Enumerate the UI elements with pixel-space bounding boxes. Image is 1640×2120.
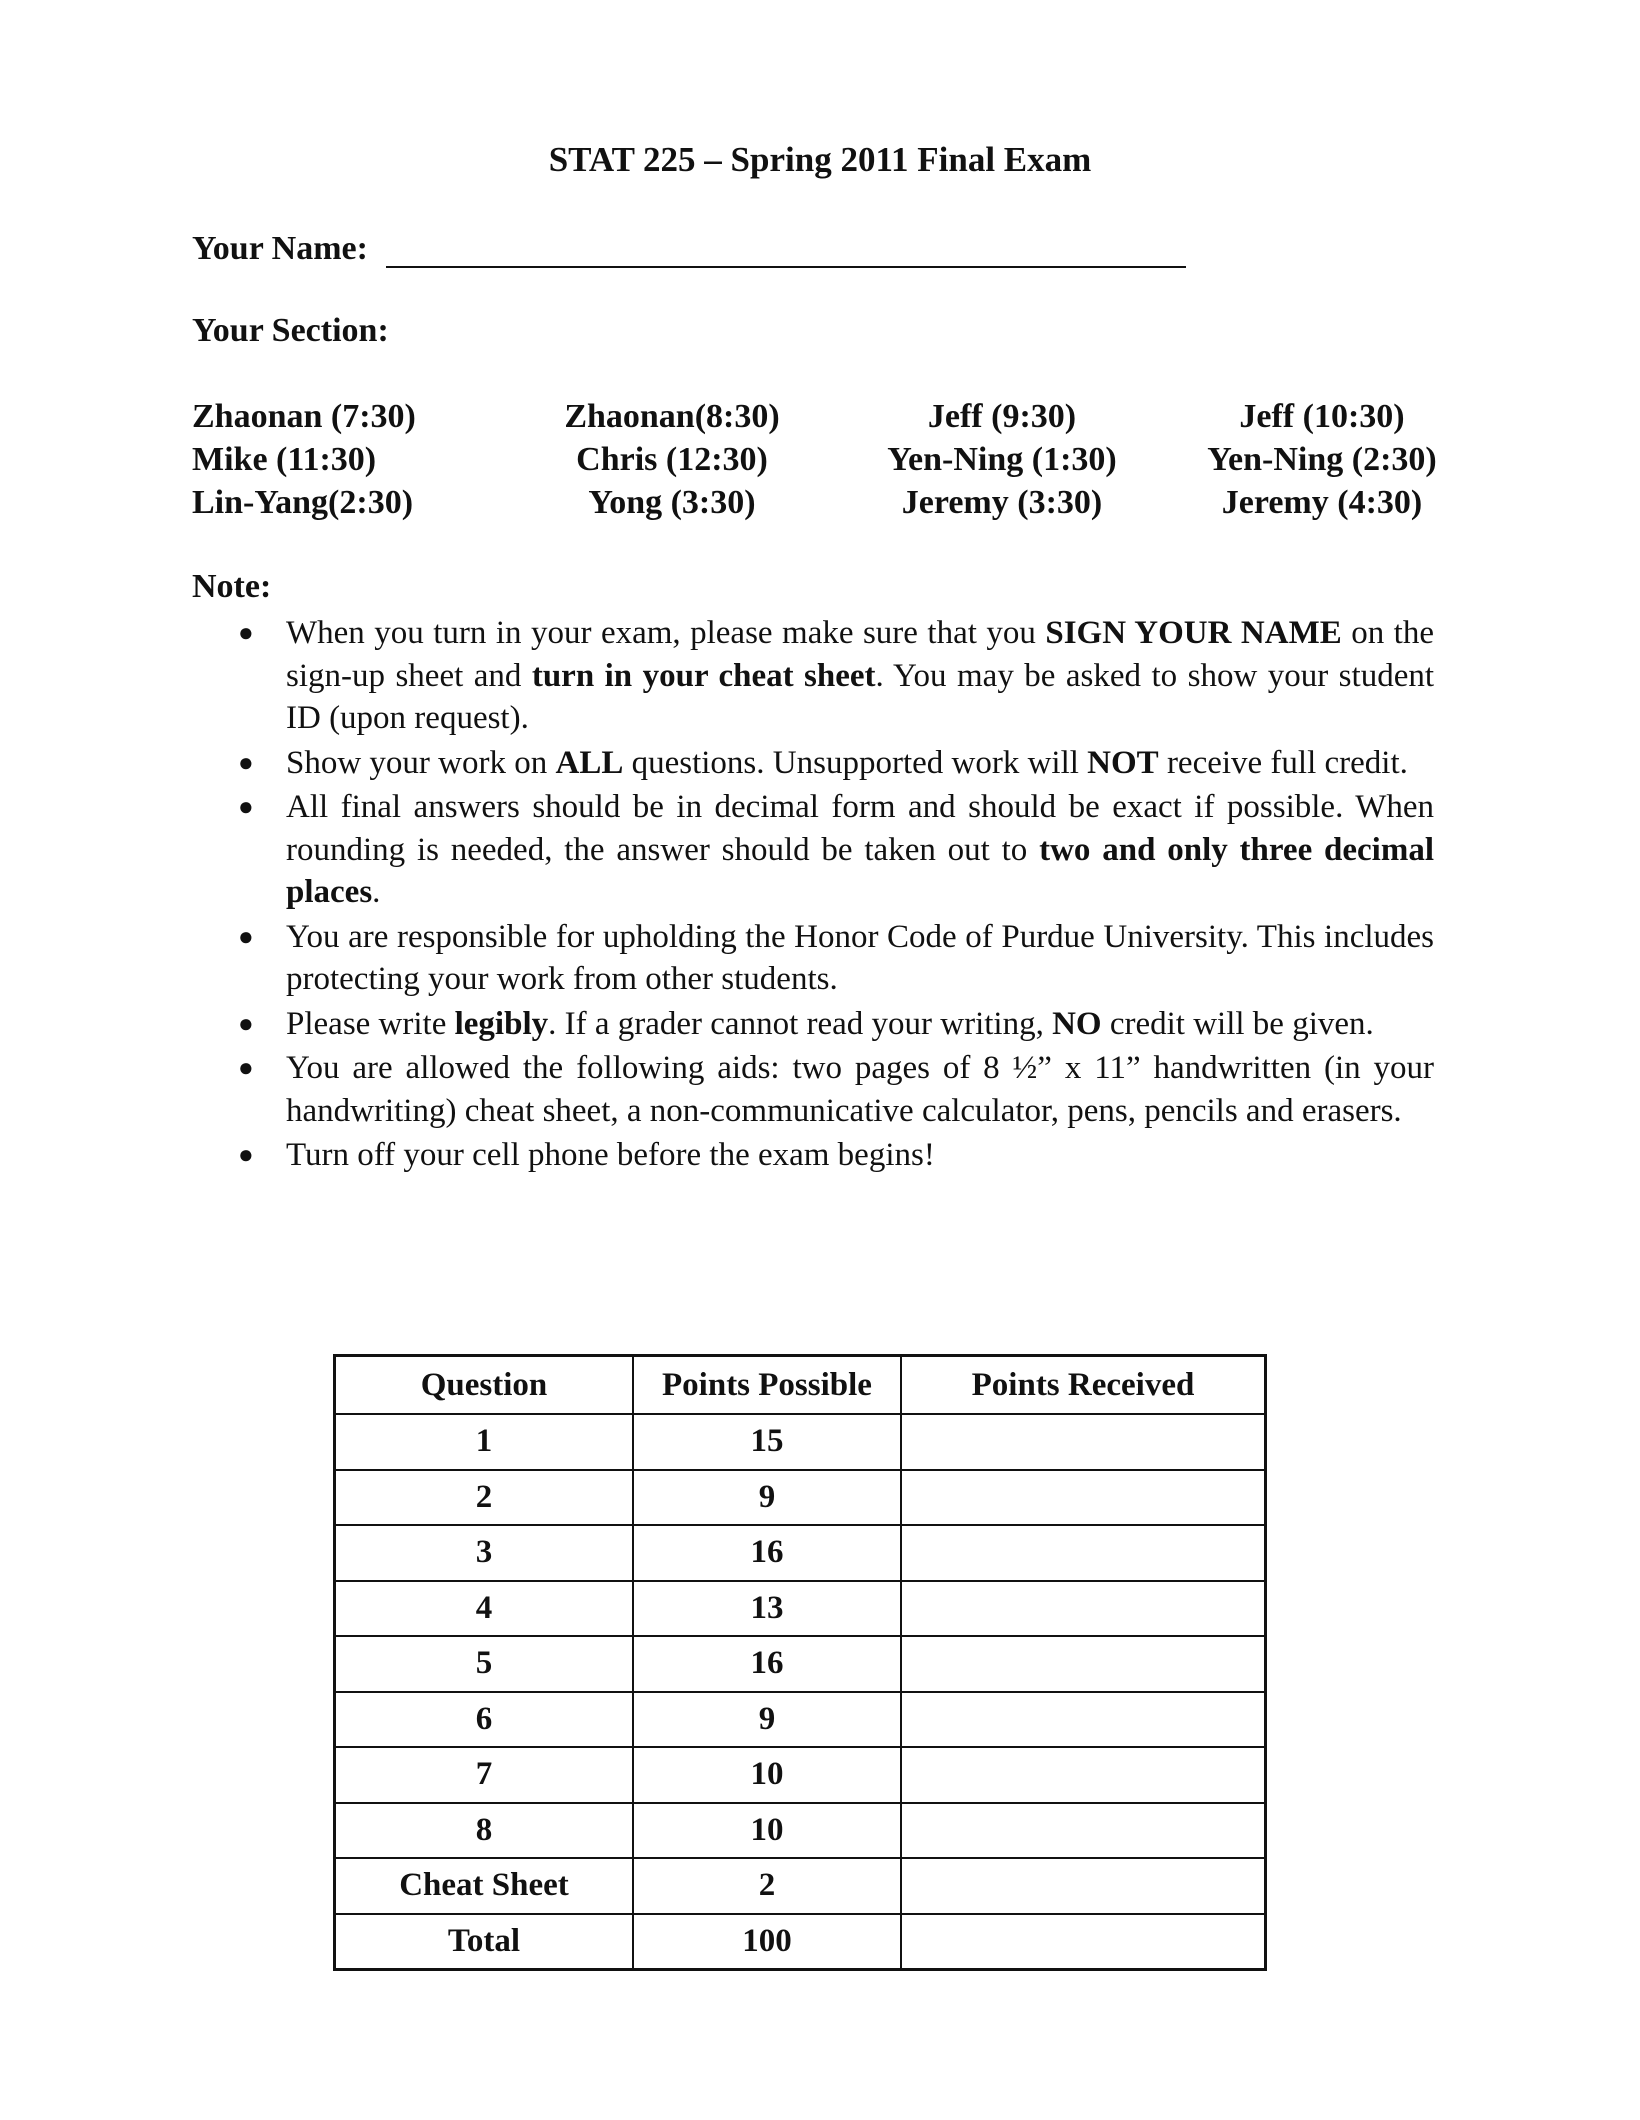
points-possible-cell: 13 [633, 1581, 901, 1637]
header-points-possible: Points Possible [633, 1356, 901, 1415]
question-cell: 6 [335, 1692, 634, 1748]
name-field-row [192, 226, 1186, 268]
note-item [232, 612, 1434, 740]
bullet-icon: ● [238, 1140, 254, 1169]
note-emphasis: NO [1052, 1005, 1102, 1042]
note-text: Please write [286, 1005, 455, 1042]
note-text: . [372, 874, 381, 910]
note-text: credit will be given. [1101, 1005, 1374, 1042]
bullet-icon: ● [238, 1053, 254, 1082]
points-received-cell[interactable] [901, 1692, 1266, 1748]
section-label: Your Section: [192, 312, 389, 349]
section-row [192, 441, 1436, 484]
note-item [232, 1047, 1434, 1132]
section-option: Lin-Yang(2:30) [192, 484, 414, 521]
note-text: on the sign-up sheet and [286, 615, 1434, 694]
note-item [232, 786, 1434, 914]
section-option: Mike (11:30) [192, 441, 377, 478]
question-cell: 8 [335, 1803, 634, 1859]
score-table-row [335, 1803, 1266, 1859]
bullet-icon: ● [238, 747, 254, 777]
note-emphasis: SIGN YOUR NAME [1045, 615, 1342, 651]
note-text: questions. Unsupported work will [623, 744, 1088, 781]
points-received-cell[interactable] [901, 1636, 1266, 1692]
points-possible-cell: 16 [633, 1636, 901, 1692]
points-possible-cell: 16 [633, 1525, 901, 1581]
section-option: Jeremy (3:30) [901, 484, 1103, 521]
name-label: Your Name: [192, 230, 368, 267]
points-received-cell[interactable] [901, 1581, 1266, 1637]
section-option: Jeff (9:30) [927, 398, 1077, 435]
question-cell: 5 [335, 1636, 634, 1692]
note-text: All final answers should be in decimal form and should be exact if possible. When rounding is needed, the answer should be taken out to [286, 789, 1434, 868]
note-item [232, 1003, 1434, 1046]
note-emphasis: two and only three decimal places [286, 831, 1434, 910]
note-item [232, 916, 1434, 1001]
points-possible-cell: 15 [633, 1414, 901, 1470]
header-question: Question [335, 1356, 634, 1415]
bullet-icon: ● [238, 792, 254, 821]
score-table-row [335, 1525, 1266, 1581]
points-possible-cell: 10 [633, 1803, 901, 1859]
bullet-icon: ● [238, 618, 254, 647]
note-text: When you turn in your exam, please make sure that you [286, 615, 1046, 651]
section-option: Zhaonan(8:30) [564, 398, 780, 435]
section-option: Jeff (10:30) [1239, 398, 1405, 435]
score-table-row [335, 1914, 1266, 1970]
question-cell: 1 [335, 1414, 634, 1470]
question-cell: Cheat Sheet [335, 1858, 634, 1914]
section-option: Yen-Ning (1:30) [887, 441, 1117, 478]
section-list [192, 398, 1436, 527]
note-emphasis: NOT [1087, 744, 1159, 781]
name-blank-line[interactable] [386, 226, 1186, 268]
note-emphasis: turn in your cheat sheet [531, 657, 876, 694]
section-row [192, 484, 1436, 527]
points-possible-cell: 2 [633, 1858, 901, 1914]
points-received-cell[interactable] [901, 1470, 1266, 1526]
question-cell: 3 [335, 1525, 634, 1581]
exam-title: STAT 225 – Spring 2011 Final Exam [548, 140, 1092, 179]
note-text: You are allowed the following aids: two pages of 8 ½” x 11” handwritten (in your handwriting) cheat sheet, a non-communicative calculator, pens, pencils and erasers. [286, 1050, 1434, 1129]
points-received-cell[interactable] [901, 1414, 1266, 1470]
points-received-cell[interactable] [901, 1914, 1266, 1970]
note-list [232, 612, 1434, 1179]
section-row [192, 398, 1436, 441]
question-cell: 2 [335, 1470, 634, 1526]
section-option: Jeremy (4:30) [1221, 484, 1423, 521]
score-table-row [335, 1414, 1266, 1470]
header-points-received: Points Received [901, 1356, 1266, 1415]
note-item [232, 742, 1434, 785]
note-text: . You may be asked to show your student ID (upon request). [286, 657, 1435, 736]
score-table-header-row [335, 1356, 1266, 1415]
note-emphasis: legibly [454, 1005, 549, 1042]
points-received-cell[interactable] [901, 1525, 1266, 1581]
question-cell: 7 [335, 1747, 634, 1803]
question-cell: Total [335, 1914, 634, 1970]
score-table-row [335, 1636, 1266, 1692]
score-table-row [335, 1470, 1266, 1526]
note-text: You are responsible for upholding the Honor Code of Purdue University. This includes protecting your work from other students. [286, 918, 1434, 997]
section-option: Yong (3:30) [588, 484, 756, 521]
score-table-row [335, 1858, 1266, 1914]
points-possible-cell: 10 [633, 1747, 901, 1803]
points-received-cell[interactable] [901, 1858, 1266, 1914]
section-option: Yen-Ning (2:30) [1207, 441, 1437, 478]
score-table [333, 1354, 1267, 1971]
note-text: Show your work on [286, 744, 556, 781]
score-table-row [335, 1581, 1266, 1637]
note-text: . If a grader cannot read your writing, [548, 1005, 1053, 1042]
points-possible-cell: 100 [633, 1914, 901, 1970]
bullet-icon: ● [238, 921, 254, 951]
section-option: Chris (12:30) [576, 441, 768, 478]
question-cell: 4 [335, 1581, 634, 1637]
score-table-row [335, 1692, 1266, 1748]
points-received-cell[interactable] [901, 1803, 1266, 1859]
note-item [232, 1134, 1434, 1177]
section-option: Zhaonan (7:30) [192, 398, 416, 435]
note-emphasis: ALL [555, 744, 624, 781]
bullet-icon: ● [238, 1008, 254, 1038]
note-heading: Note: [192, 568, 272, 605]
note-text: receive full credit. [1158, 744, 1408, 781]
points-possible-cell: 9 [633, 1470, 901, 1526]
points-possible-cell: 9 [633, 1692, 901, 1748]
note-text: Turn off your cell phone before the exam begins! [286, 1137, 935, 1173]
points-received-cell[interactable] [901, 1747, 1266, 1803]
score-table-row [335, 1747, 1266, 1803]
